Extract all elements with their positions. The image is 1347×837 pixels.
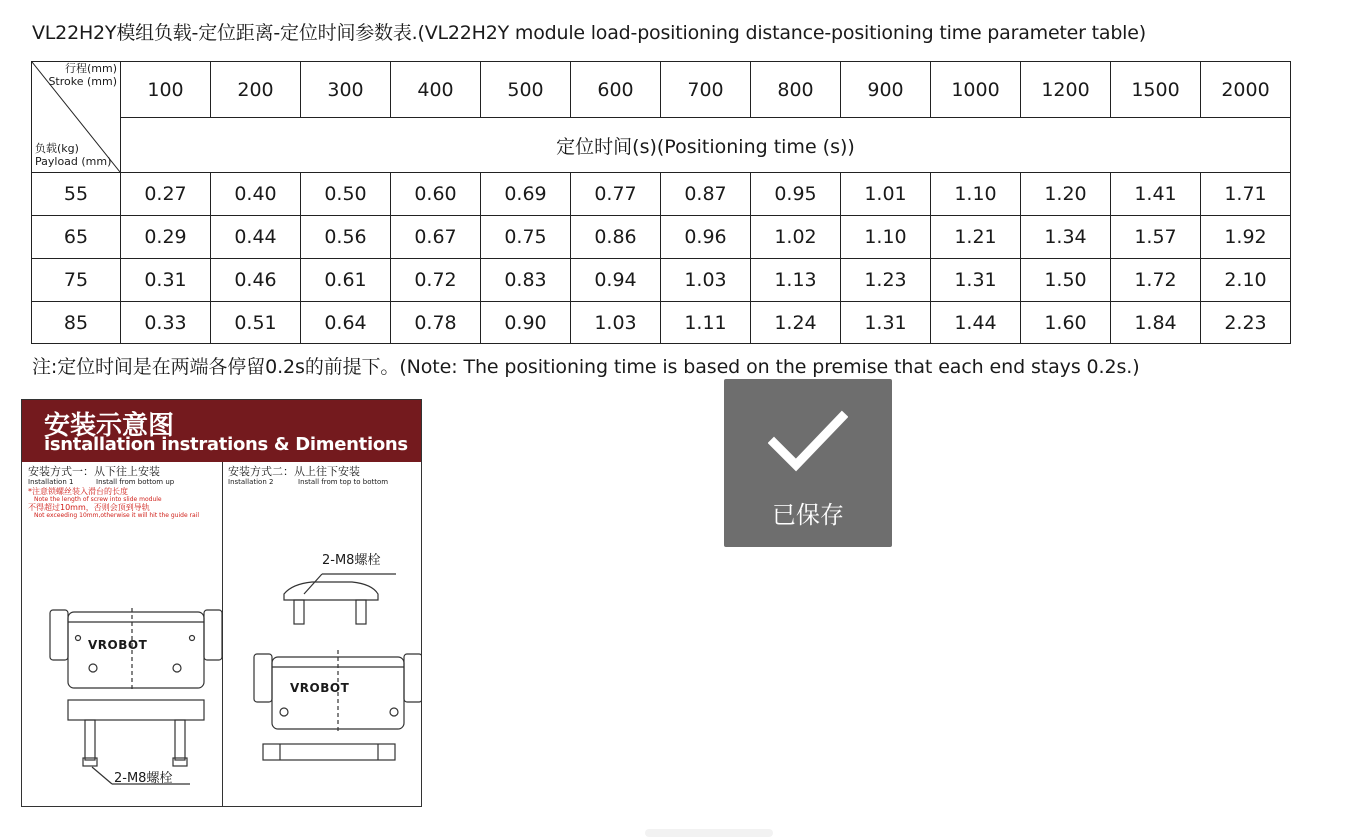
time-cell: 1.34 — [1021, 216, 1111, 259]
footnote: 注:定位时间是在两端各停留0.2s的前提下。(Note: The positioning time is based on the premise that each end stays 0.2s.) — [32, 356, 1140, 378]
time-cell: 1.60 — [1021, 302, 1111, 344]
installation-title-cn: 安装示意图 — [44, 411, 175, 441]
saved-toast — [724, 379, 892, 547]
time-cell: 0.27 — [121, 173, 211, 216]
time-cell: 1.50 — [1021, 259, 1111, 302]
toast-message: 已保存 — [772, 501, 844, 529]
time-cell: 0.75 — [481, 216, 571, 259]
payload-cell: 85 — [32, 302, 121, 344]
install2-label-en2: Install from top to bottom — [298, 478, 389, 486]
time-cell: 1.03 — [571, 302, 661, 344]
time-cell: 1.03 — [661, 259, 751, 302]
time-cell: 1.24 — [751, 302, 841, 344]
positioning-time-subheader: 定位时间(s)(Positioning time (s)) — [121, 118, 1291, 173]
install1-label-cn: 安装方式一：从下往上安装 — [28, 465, 160, 478]
checkmark-icon — [768, 409, 848, 473]
time-cell: 0.96 — [661, 216, 751, 259]
time-cell: 0.95 — [751, 173, 841, 216]
stroke-header: 500 — [481, 62, 571, 118]
time-cell: 0.64 — [301, 302, 391, 344]
install1-label-en: Installation 1 — [28, 478, 74, 486]
time-cell: 1.31 — [841, 302, 931, 344]
table-row — [32, 302, 1291, 344]
stroke-header: 700 — [661, 62, 751, 118]
time-cell: 0.44 — [211, 216, 301, 259]
time-cell: 1.02 — [751, 216, 841, 259]
corner-stroke-label: 行程(mm) Stroke (mm) — [48, 62, 117, 88]
stroke-header: 1200 — [1021, 62, 1111, 118]
time-cell: 0.87 — [661, 173, 751, 216]
time-cell: 1.84 — [1111, 302, 1201, 344]
time-cell: 1.10 — [841, 216, 931, 259]
v-mark-icon: V — [88, 638, 98, 652]
install1-warning-cn: *注意锁螺丝装入滑台的长度 — [28, 487, 128, 496]
time-cell: 1.11 — [661, 302, 751, 344]
time-cell: 1.57 — [1111, 216, 1201, 259]
time-cell: 1.71 — [1201, 173, 1291, 216]
install1-label-en2: Install from bottom up — [96, 478, 175, 486]
time-cell: 1.23 — [841, 259, 931, 302]
robot-logo-right: VROBOT — [290, 681, 350, 695]
install2-label-en: Installation 2 — [228, 478, 274, 486]
table-row — [32, 173, 1291, 216]
stroke-header: 1500 — [1111, 62, 1201, 118]
stroke-header: 800 — [751, 62, 841, 118]
time-cell: 1.44 — [931, 302, 1021, 344]
corner-cell — [32, 62, 121, 173]
v-mark-icon: V — [290, 681, 300, 695]
time-cell: 0.72 — [391, 259, 481, 302]
time-cell: 2.23 — [1201, 302, 1291, 344]
time-cell: 0.83 — [481, 259, 571, 302]
stroke-header: 900 — [841, 62, 931, 118]
payload-cell: 75 — [32, 259, 121, 302]
subheader-row — [32, 118, 1291, 173]
installation-title-en: isntallation instrations & Dimentions — [44, 434, 408, 455]
time-cell: 1.31 — [931, 259, 1021, 302]
time-cell: 1.72 — [1111, 259, 1201, 302]
time-cell: 0.78 — [391, 302, 481, 344]
time-cell: 0.86 — [571, 216, 661, 259]
time-cell: 0.77 — [571, 173, 661, 216]
install1-warning2-en: Not exceeding 10mm,otherwise it will hit the guide rail — [34, 512, 200, 519]
time-cell: 0.90 — [481, 302, 571, 344]
bolt-label-right: 2-M8螺栓 — [322, 553, 381, 568]
time-cell: 0.50 — [301, 173, 391, 216]
time-cell: 1.01 — [841, 173, 931, 216]
robot-logo-left: VROBOT — [88, 638, 148, 652]
stroke-header: 600 — [571, 62, 661, 118]
corner-payload-label: 负载(kg) Payload (mm) — [35, 142, 112, 168]
time-cell: 0.56 — [301, 216, 391, 259]
stroke-header-row — [32, 62, 1291, 118]
payload-cell: 55 — [32, 173, 121, 216]
time-cell: 0.51 — [211, 302, 301, 344]
stroke-header: 2000 — [1201, 62, 1291, 118]
time-cell: 0.69 — [481, 173, 571, 216]
time-cell: 1.13 — [751, 259, 841, 302]
install1-warning2-cn: 不得超过10mm，否则会顶到导轨 — [28, 503, 150, 512]
time-cell: 1.21 — [931, 216, 1021, 259]
page-title: VL22H2Y模组负载-定位距离-定位时间参数表.(VL22H2Y module load-positioning distance-positioning time parameter table) — [32, 22, 1146, 44]
time-cell: 0.61 — [301, 259, 391, 302]
time-cell: 0.33 — [121, 302, 211, 344]
scroll-hint — [645, 829, 773, 837]
table-row — [32, 259, 1291, 302]
time-cell: 1.41 — [1111, 173, 1201, 216]
payload-cell: 65 — [32, 216, 121, 259]
time-cell: 2.10 — [1201, 259, 1291, 302]
time-cell: 0.67 — [391, 216, 481, 259]
parameter-table — [31, 61, 1291, 344]
time-cell: 0.29 — [121, 216, 211, 259]
time-cell: 0.94 — [571, 259, 661, 302]
bolt-label-left: 2-M8螺栓 — [114, 771, 173, 786]
stroke-header: 200 — [211, 62, 301, 118]
time-cell: 1.10 — [931, 173, 1021, 216]
installation-header — [22, 400, 421, 462]
stroke-header: 1000 — [931, 62, 1021, 118]
stroke-header: 400 — [391, 62, 481, 118]
time-cell: 0.60 — [391, 173, 481, 216]
time-cell: 0.40 — [211, 173, 301, 216]
time-cell: 1.92 — [1201, 216, 1291, 259]
install1-warning-en: Note the length of screw into slide module — [34, 496, 162, 503]
stroke-header: 100 — [121, 62, 211, 118]
time-cell: 0.31 — [121, 259, 211, 302]
time-cell: 1.20 — [1021, 173, 1111, 216]
installation-diagram — [21, 399, 422, 807]
stroke-header: 300 — [301, 62, 391, 118]
installation-drawing — [22, 462, 421, 807]
table-row — [32, 216, 1291, 259]
time-cell: 0.46 — [211, 259, 301, 302]
install2-label-cn: 安装方式二：从上往下安装 — [228, 465, 360, 478]
